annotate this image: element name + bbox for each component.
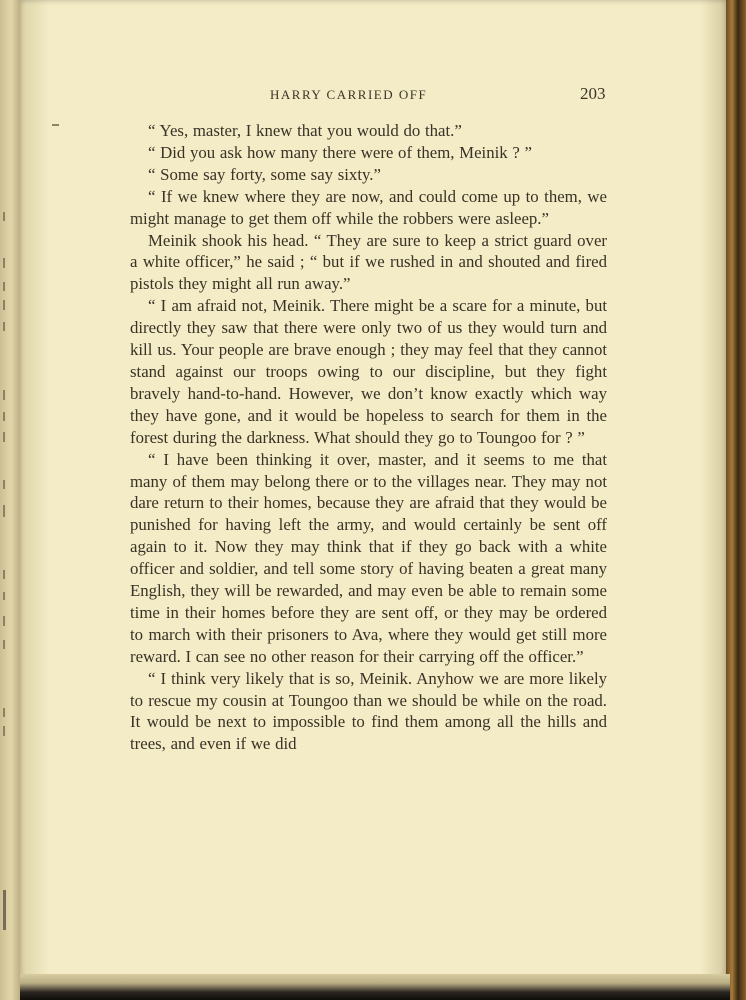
running-head: HARRY CARRIED OFF bbox=[270, 87, 428, 102]
body-text bbox=[130, 120, 607, 755]
margin-mark bbox=[52, 124, 59, 126]
paragraph: “ Some say forty, some say sixty.” bbox=[148, 164, 381, 184]
paragraph: “ Yes, master, I knew that you would do that.” bbox=[148, 121, 462, 140]
page-number: 203 bbox=[580, 84, 606, 103]
paragraph: “ If we knew where they are now, and could come up to them, we might manage to get them off while the robbers were asleep.” bbox=[130, 186, 607, 228]
paragraph: “ I think very likely that is so, Meinik. Anyhow we are more likely to rescue my cousin at Toungoo than we should be while on the road. It would be next to impossible to find them among all the hills and trees, and even if we did bbox=[130, 668, 607, 754]
paragraph: “ I have been thinking it over, master, and it seems to me that many of them may belong there or to the villages near. They may not dare return to their homes, because they are afraid that they would be punished for having left the army, and would certainly be sent off again to it. Now they may think that if they go back with a white officer and soldier, and tell some story of having beaten a great many English, they will be rewarded, and may even be able to remain some time in their homes before they are sent off, or they may be ordered to march with their prisoners to Ava, where they would get still more reward. I can see no other reason for their carrying off the officer.” bbox=[130, 449, 607, 666]
paragraph: “ Did you ask how many there were of them, Meinik ? ” bbox=[148, 142, 532, 162]
page-bottom-edge bbox=[20, 974, 730, 1000]
previous-page-edge bbox=[0, 0, 20, 1000]
paragraph: “ I am afraid not, Meinik. There might be a scare for a minute, but directly they saw that there were only two of us they would turn and kill us. Your people are brave enough ; they may feel that they cannot stand against our troops owing to our discipline, but they fight bravely hand-to-hand. However, we don’t know exactly which way they have gone, and it would be hopeless to search for them in the forest during the darkness. What should they go to Toungoo for ? ” bbox=[130, 296, 607, 447]
paragraph: Meinik shook his head. “ They are sure to keep a strict guard over a white officer,” he said ; “ but if we rushed in and shouted and fired pistols they might all run away.” bbox=[130, 230, 607, 294]
book-binding bbox=[726, 0, 746, 1000]
